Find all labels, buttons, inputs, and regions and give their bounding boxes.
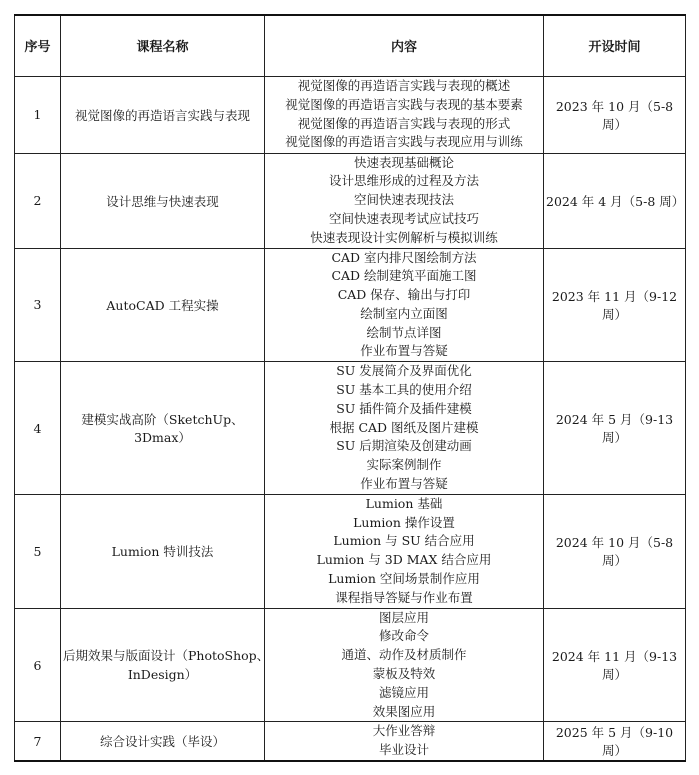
row-no: 1	[15, 76, 61, 153]
content-line: 实际案例制作	[366, 457, 442, 473]
content-line: CAD 保存、输出与打印	[337, 287, 471, 303]
content-line: 通道、动作及材质制作	[341, 647, 467, 663]
content-line: 绘制节点详图	[366, 324, 442, 340]
row-no: 6	[15, 608, 61, 722]
row-content	[265, 76, 544, 153]
row-content	[265, 153, 544, 248]
table-row	[15, 494, 686, 608]
content-line: 设计思维形成的过程及方法	[328, 173, 479, 189]
content-line: 课程指导答疑与作业布置	[335, 589, 473, 605]
row-course-name: 视觉图像的再造语言实践与表现	[61, 76, 265, 153]
content-line: SU 插件简介及插件建模	[336, 400, 472, 416]
row-no: 5	[15, 494, 61, 608]
row-content	[265, 494, 544, 608]
content-line: 作业布置与答疑	[360, 343, 448, 359]
table-row	[15, 722, 686, 761]
content-line: SU 后期渲染及创建动画	[336, 438, 472, 454]
row-no: 7	[15, 722, 61, 761]
header-time: 开设时间	[544, 15, 686, 76]
content-line: 绘制室内立面图	[360, 305, 448, 321]
row-course-name: 建模实战高阶（SketchUp、3Dmax）	[61, 362, 265, 495]
content-line: 空间快速表现技法	[353, 192, 454, 208]
content-line: 视觉图像的再造语言实践与表现应用与训练	[285, 134, 523, 150]
content-line: CAD 绘制建筑平面施工图	[331, 268, 477, 284]
row-no: 4	[15, 362, 61, 495]
content-line: SU 发展简介及界面优化	[336, 363, 472, 379]
table-row	[15, 608, 686, 722]
row-time: 2025 年 5 月（9-10 周）	[544, 722, 686, 761]
table-row	[15, 248, 686, 362]
row-course-name: AutoCAD 工程实操	[61, 248, 265, 362]
row-content	[265, 362, 544, 495]
row-time: 2024 年 11 月（9-13 周）	[544, 608, 686, 722]
row-content	[265, 608, 544, 722]
row-course-name: 设计思维与快速表现	[61, 153, 265, 248]
table-row	[15, 153, 686, 248]
row-time: 2024 年 5 月（9-13 周）	[544, 362, 686, 495]
row-time: 2024 年 4 月（5-8 周）	[544, 153, 686, 248]
table-row	[15, 76, 686, 153]
row-time: 2024 年 10 月（5-8 周）	[544, 494, 686, 608]
content-line: 视觉图像的再造语言实践与表现的形式	[297, 115, 511, 131]
content-line: 图层应用	[378, 609, 429, 625]
content-line: 效果图应用	[372, 703, 436, 719]
content-line: Lumion 基础	[365, 495, 443, 511]
row-course-name	[61, 608, 270, 722]
content-line: Lumion 与 SU 结合应用	[333, 533, 475, 549]
content-line: 毕业设计	[378, 742, 429, 758]
content-line: 快速表现基础概论	[353, 154, 454, 170]
row-time: 2023 年 10 月（5-8 周）	[544, 76, 686, 153]
content-line: SU 基本工具的使用介绍	[336, 382, 472, 398]
content-line: Lumion 操作设置	[353, 514, 455, 530]
content-line: 根据 CAD 图纸及图片建模	[329, 419, 479, 435]
row-no: 3	[15, 248, 61, 362]
header-course-name: 课程名称	[61, 15, 265, 76]
header-no: 序号	[15, 15, 61, 76]
row-course-name: Lumion 特训技法	[61, 494, 265, 608]
content-line: 视觉图像的再造语言实践与表现的基本要素	[285, 96, 523, 112]
course-name-line: InDesign）	[127, 667, 198, 683]
content-line: CAD 室内排尺图绘制方法	[331, 249, 477, 265]
content-line: 空间快速表现考试应试技巧	[328, 210, 479, 226]
content-line: 视觉图像的再造语言实践与表现的概述	[297, 77, 511, 93]
course-table	[14, 14, 686, 762]
course-name-line: 后期效果与版面设计（PhotoShop、	[63, 648, 270, 664]
row-time: 2023 年 11 月（9-12 周）	[544, 248, 686, 362]
content-line: 大作业答辩	[372, 723, 436, 739]
content-line: 作业布置与答疑	[360, 476, 448, 492]
row-course-name: 综合设计实践（毕设）	[61, 722, 265, 761]
row-content	[265, 248, 544, 362]
table-row	[15, 362, 686, 495]
content-line: 滤镜应用	[378, 684, 429, 700]
content-line: Lumion 空间场景制作应用	[328, 571, 480, 587]
row-content	[265, 722, 544, 761]
row-no: 2	[15, 153, 61, 248]
content-line: 修改命令	[378, 628, 429, 644]
content-line: Lumion 与 3D MAX 结合应用	[316, 552, 492, 568]
header-content: 内容	[265, 15, 544, 76]
content-line: 蒙板及特效	[372, 666, 436, 682]
content-line: 快速表现设计实例解析与模拟训练	[310, 229, 498, 245]
header-row	[15, 15, 686, 76]
